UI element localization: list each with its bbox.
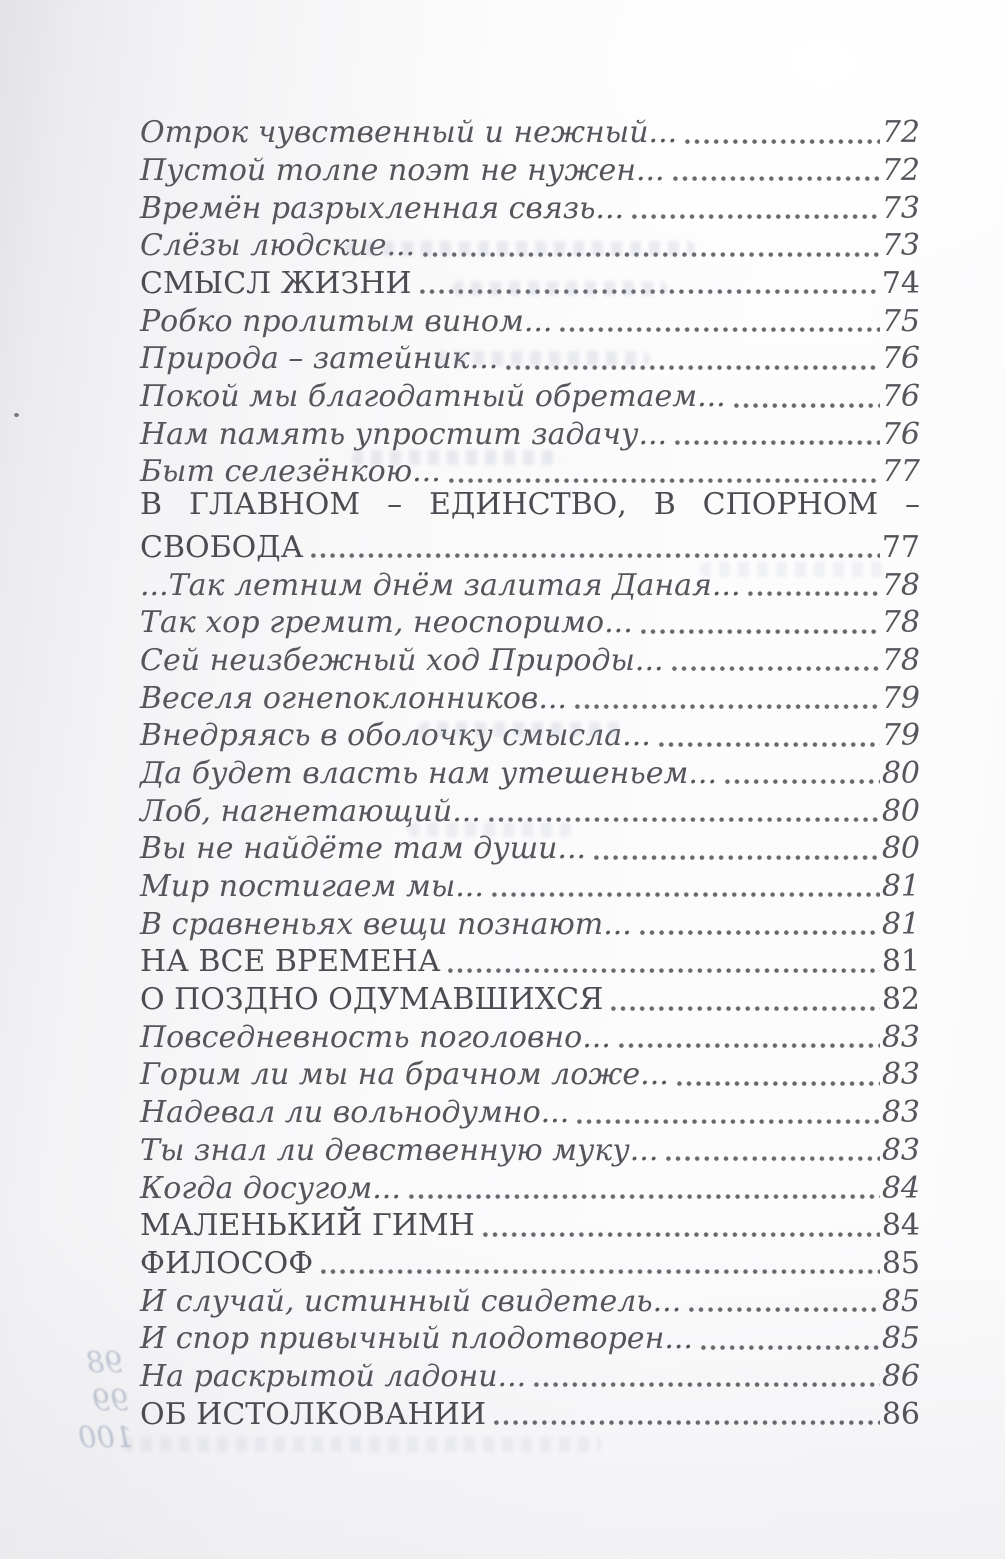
toc-entry bbox=[140, 866, 920, 904]
dot-leader bbox=[448, 968, 879, 974]
toc-entry-title: Лоб, нагнетающий... bbox=[140, 793, 481, 829]
toc-entry bbox=[140, 1054, 920, 1092]
page-number: 80 bbox=[881, 793, 920, 829]
toc-entry-title: Отрок чувственный и нежный... bbox=[140, 115, 678, 151]
toc-entry-title: Ты знал ли девственную муку... bbox=[140, 1132, 659, 1168]
toc-entry-title: Надевал ли вольнодумно... bbox=[140, 1095, 570, 1131]
toc-entry-title: Слёзы людские... bbox=[140, 228, 416, 264]
toc-entry-title: Веселя огнепоклонников... bbox=[140, 680, 567, 716]
toc-entry bbox=[140, 602, 920, 640]
dot-leader bbox=[659, 742, 880, 748]
toc-entry-title: ...Так летним днём залитая Даная... bbox=[140, 567, 741, 603]
toc-entry-title: В ГЛАВНОМ – ЕДИНСТВО, В СПОРНОМ – bbox=[140, 486, 920, 522]
toc-entry bbox=[140, 527, 920, 565]
toc-entry-title: Вы не найдёте там души... bbox=[140, 831, 587, 867]
toc-entry-title: Мир постигаем мы... bbox=[140, 869, 484, 905]
toc-entry-title: И спор привычный плодотворен... bbox=[140, 1321, 693, 1357]
toc-entry-title: Робко пролитым вином... bbox=[140, 303, 553, 339]
dot-leader bbox=[641, 629, 880, 635]
toc-entry bbox=[140, 1017, 920, 1055]
toc-entry bbox=[140, 1167, 920, 1205]
page-number: 85 bbox=[881, 1245, 920, 1281]
toc-entry-title: В сравненьях вещи познают... bbox=[140, 906, 632, 942]
ghost-page-number: 100 bbox=[78, 1420, 134, 1454]
toc-entry bbox=[140, 753, 920, 791]
page-number: 79 bbox=[881, 718, 920, 754]
dot-leader bbox=[734, 403, 880, 409]
page-number: 81 bbox=[881, 869, 920, 905]
toc-entry-title: Нам память упростит задачу... bbox=[140, 416, 668, 452]
page-number: 75 bbox=[881, 303, 920, 339]
table-of-contents bbox=[140, 112, 920, 1431]
dot-leader bbox=[321, 1269, 880, 1275]
ghost-page-number: 98 bbox=[86, 1345, 123, 1379]
page-number: 83 bbox=[881, 1132, 920, 1168]
toc-entry-title: Быт селезёнкою... bbox=[140, 454, 441, 490]
toc-entry bbox=[140, 150, 920, 188]
dot-leader bbox=[449, 478, 880, 484]
page-number: 72 bbox=[881, 115, 920, 151]
page-number: 73 bbox=[881, 228, 920, 264]
toc-entry-title: ОБ ИСТОЛКОВАНИИ bbox=[140, 1396, 486, 1432]
page-number: 81 bbox=[881, 944, 920, 980]
dot-leader bbox=[673, 176, 880, 182]
page-number: 78 bbox=[881, 642, 920, 678]
page-number: 82 bbox=[881, 982, 920, 1018]
dot-leader bbox=[577, 1119, 880, 1125]
toc-entry-title: ФИЛОСОФ bbox=[140, 1245, 314, 1281]
toc-entry-title: Природа – затейник... bbox=[140, 341, 499, 377]
dot-leader bbox=[619, 1043, 880, 1049]
toc-entry bbox=[140, 640, 920, 678]
toc-entry bbox=[140, 677, 920, 715]
dot-leader bbox=[560, 327, 879, 333]
page-number: 83 bbox=[881, 1057, 920, 1093]
page-number: 76 bbox=[881, 341, 920, 377]
dot-leader bbox=[494, 1420, 880, 1426]
dot-leader bbox=[701, 1345, 880, 1351]
toc-entry-title: Внедряясь в оболочку смысла... bbox=[140, 718, 651, 754]
dot-leader bbox=[594, 855, 880, 861]
toc-entry-title: Покой мы благодатный обретаем... bbox=[140, 379, 726, 415]
page-number: 79 bbox=[881, 680, 920, 716]
page-number: 83 bbox=[881, 1095, 920, 1131]
toc-entry bbox=[140, 486, 920, 527]
toc-entry bbox=[140, 1318, 920, 1356]
page-number: 78 bbox=[881, 605, 920, 641]
page-number: 85 bbox=[881, 1321, 920, 1357]
toc-entry-title: Да будет власть нам утешеньем... bbox=[140, 755, 718, 791]
dot-leader bbox=[689, 1307, 880, 1313]
toc-entry-title: Времён разрыхленная связь... bbox=[140, 190, 625, 226]
bleed-through-mark bbox=[418, 722, 623, 737]
toc-entry bbox=[140, 941, 920, 979]
toc-entry bbox=[140, 414, 920, 452]
page-number: 84 bbox=[881, 1208, 920, 1244]
page-number: 80 bbox=[881, 755, 920, 791]
page-number: 78 bbox=[881, 567, 920, 603]
dot-leader bbox=[675, 440, 880, 446]
toc-entry-title: МАЛЕНЬКИЙ ГИМН bbox=[140, 1208, 475, 1244]
dot-leader bbox=[534, 1382, 880, 1388]
dot-leader bbox=[483, 1232, 880, 1238]
page-number: 86 bbox=[881, 1358, 920, 1394]
bleed-through-mark bbox=[122, 1437, 602, 1452]
page-number: 85 bbox=[881, 1283, 920, 1319]
toc-entry bbox=[140, 1356, 920, 1394]
toc-entry bbox=[140, 1243, 920, 1281]
dot-leader bbox=[611, 1006, 879, 1012]
toc-entry-title: СВОБОДА bbox=[140, 529, 304, 565]
ink-speck bbox=[14, 413, 19, 417]
bleed-through-mark bbox=[435, 351, 650, 366]
page-number: 83 bbox=[881, 1019, 920, 1055]
toc-entry-title: О ПОЗДНО ОДУМАВШИХСЯ bbox=[140, 982, 604, 1018]
dot-leader bbox=[575, 704, 880, 710]
bleed-through-mark bbox=[700, 562, 885, 577]
bleed-through-mark bbox=[408, 822, 573, 837]
page-number: 73 bbox=[881, 190, 920, 226]
dot-leader bbox=[632, 214, 880, 220]
bleed-through-mark bbox=[345, 241, 695, 256]
dot-leader bbox=[311, 553, 879, 559]
page-number: 76 bbox=[881, 379, 920, 415]
dot-leader bbox=[725, 779, 880, 785]
toc-entry-title: Пустой толпе поэт не нужен... bbox=[140, 152, 665, 188]
toc-entry bbox=[140, 300, 920, 338]
toc-entry bbox=[140, 979, 920, 1017]
toc-entry-title: Когда досугом... bbox=[140, 1170, 401, 1206]
dot-leader bbox=[666, 1156, 879, 1162]
page-number: 84 bbox=[881, 1170, 920, 1206]
page-number: 77 bbox=[881, 454, 920, 490]
toc-entry-title: НА ВСЕ ВРЕМЕНА bbox=[140, 944, 441, 980]
toc-entry bbox=[140, 1280, 920, 1318]
toc-entry-title: И случай, истинный свидетель... bbox=[140, 1283, 682, 1319]
toc-entry bbox=[140, 112, 920, 150]
toc-entry-title: СМЫСЛ ЖИЗНИ bbox=[140, 266, 412, 302]
dot-leader bbox=[677, 1081, 880, 1087]
page-number: 74 bbox=[881, 266, 920, 302]
toc-entry bbox=[140, 1092, 920, 1130]
toc-entry bbox=[140, 376, 920, 414]
dot-leader bbox=[748, 591, 879, 597]
bleed-through-mark bbox=[452, 281, 667, 296]
ghost-page-number: 99 bbox=[92, 1383, 129, 1417]
page-number: 77 bbox=[881, 529, 920, 565]
page-number: 81 bbox=[881, 906, 920, 942]
dot-leader bbox=[640, 930, 880, 936]
page-number: 80 bbox=[881, 831, 920, 867]
dot-leader bbox=[685, 139, 880, 145]
toc-entry-title: Так хор гремит, неоспоримо... bbox=[140, 605, 633, 641]
toc-entry-title: Сей неизбежный ход Природы... bbox=[140, 642, 664, 678]
toc-entry bbox=[140, 1393, 920, 1431]
toc-entry bbox=[140, 1130, 920, 1168]
page-number: 76 bbox=[881, 416, 920, 452]
toc-entry-title: На раскрытой ладони... bbox=[140, 1358, 527, 1394]
page-number: 72 bbox=[881, 152, 920, 188]
toc-entry-title: Повседневность поголовно... bbox=[140, 1019, 611, 1055]
dot-leader bbox=[492, 892, 880, 898]
dot-leader bbox=[672, 666, 880, 672]
toc-entry bbox=[140, 1205, 920, 1243]
page-number: 86 bbox=[881, 1396, 920, 1432]
toc-entry bbox=[140, 903, 920, 941]
toc-entry bbox=[140, 187, 920, 225]
bleed-through-mark bbox=[352, 450, 562, 465]
toc-entry-title: Горим ли мы на брачном ложе... bbox=[140, 1057, 669, 1093]
dot-leader bbox=[409, 1194, 880, 1200]
